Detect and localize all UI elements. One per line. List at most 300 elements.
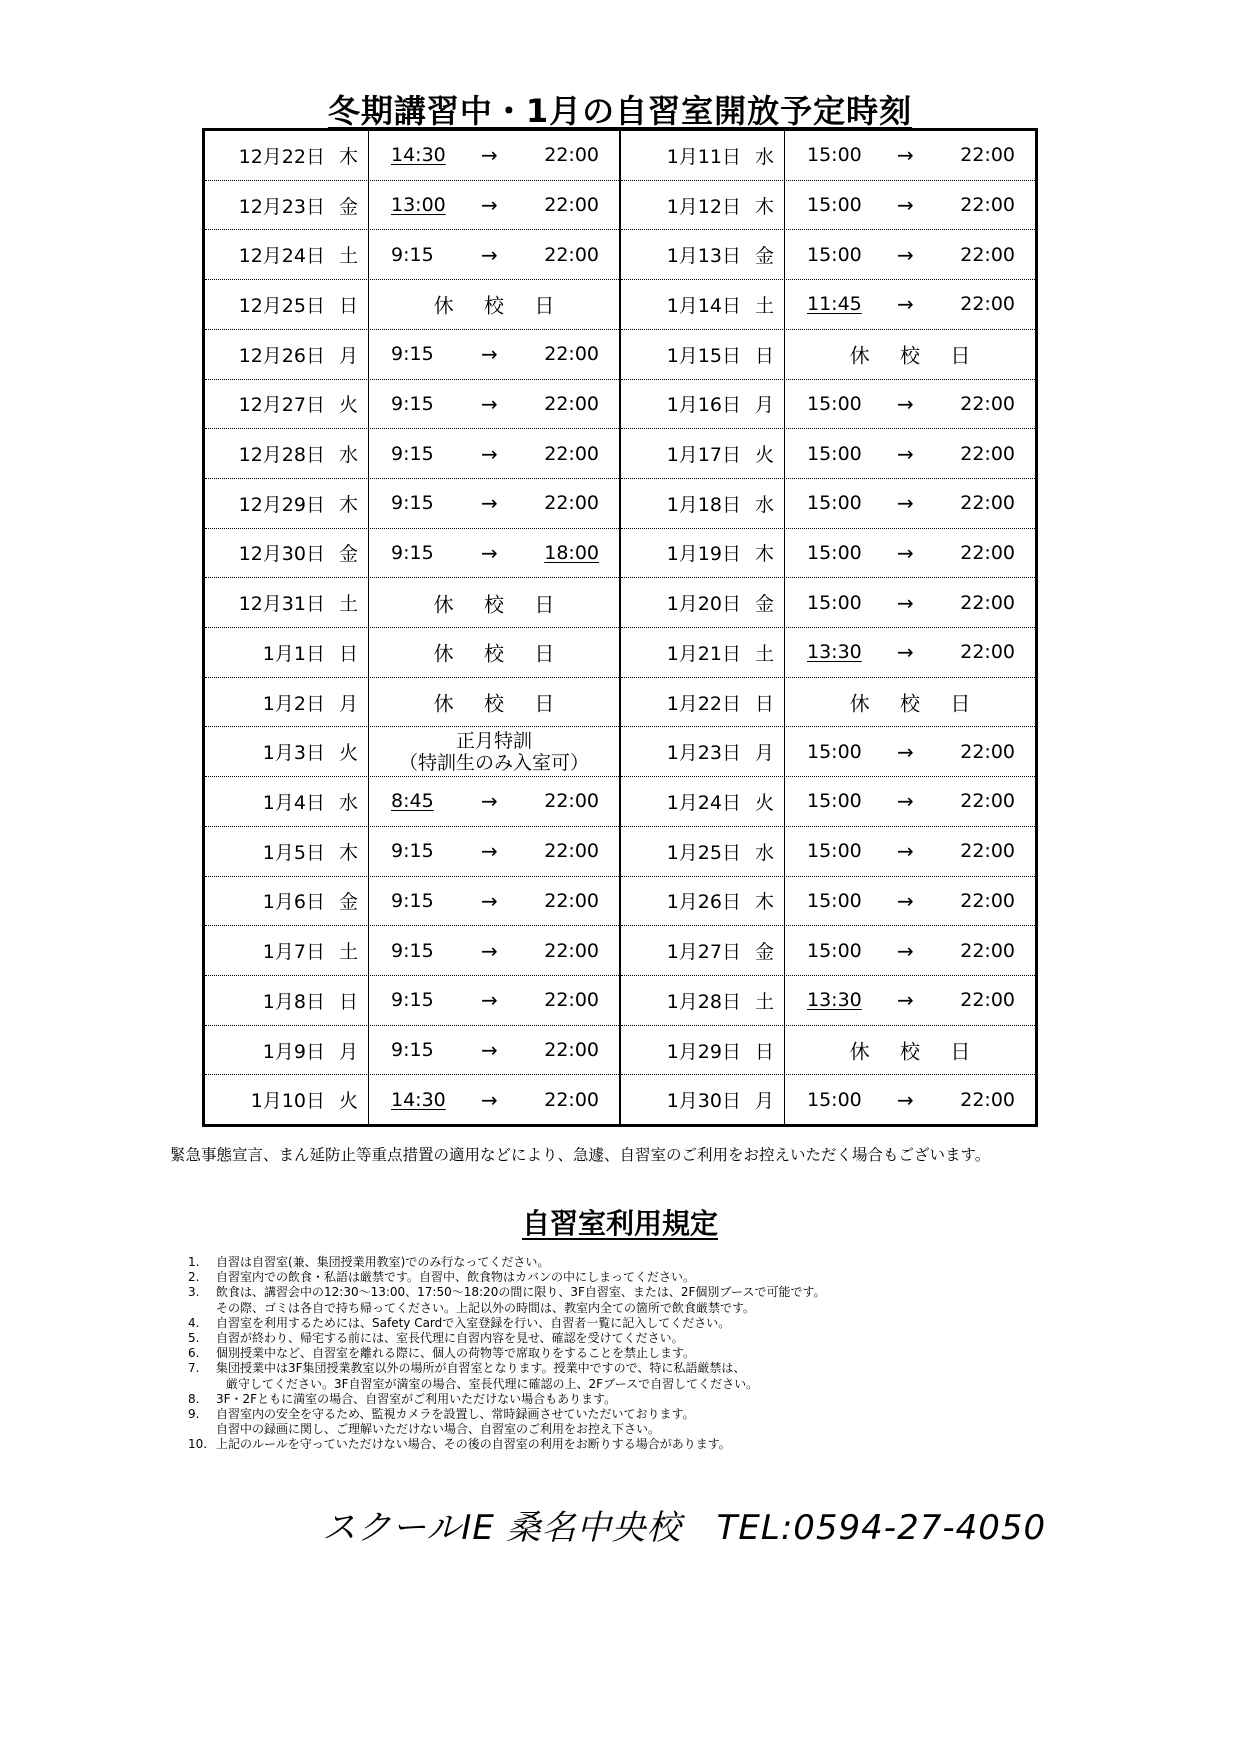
- hours-cell: [785, 181, 1035, 230]
- weekday-label: 土: [338, 245, 358, 268]
- hours-cell: [369, 181, 619, 230]
- rule-text: 個別授業中など、自習室を離れる際に、個人の荷物等で席取りをすることを禁止します。: [216, 1346, 696, 1361]
- rule-number: 9.: [188, 1407, 200, 1422]
- weekday-label: 火: [754, 791, 774, 814]
- end-time: 22:00: [960, 790, 1015, 813]
- hours-cell: [369, 131, 619, 180]
- start-time: 15:00: [807, 392, 862, 415]
- weekday-label: 火: [338, 1090, 358, 1113]
- hours-cell: [785, 1075, 1035, 1124]
- date-label: 1月16日: [666, 394, 741, 417]
- schedule-row: [205, 877, 619, 927]
- hours-cell: [785, 280, 1035, 329]
- schedule-row: [205, 181, 619, 231]
- date-label: 1月24日: [666, 791, 741, 814]
- closed-label: 休 校 日: [433, 293, 567, 318]
- weekday-label: 木: [338, 841, 358, 864]
- arrow-icon: →: [897, 193, 914, 218]
- hours-cell: [369, 1075, 619, 1124]
- rule-text: 集団授業中は3F集団授業教室以外の場所が自習室となります。授業中ですので、特に私語厳禁は、: [216, 1361, 746, 1376]
- hours-cell: [785, 628, 1035, 677]
- schedule-row: [621, 628, 1035, 678]
- schedule-row: [621, 181, 1035, 231]
- date-cell: [205, 479, 369, 528]
- arrow-icon: →: [897, 988, 914, 1013]
- date-label: 1月15日: [666, 344, 741, 367]
- date-label: 1月17日: [666, 444, 741, 467]
- date-cell: [621, 181, 785, 230]
- hours-cell: [785, 976, 1035, 1025]
- end-time: 22:00: [960, 939, 1015, 962]
- schedule-row: [621, 1026, 1035, 1076]
- start-time: 9:15: [391, 442, 434, 465]
- closed-label: 休 校 日: [433, 691, 567, 716]
- date-label: 12月22日: [238, 145, 325, 168]
- schedule-column-right: [621, 131, 1035, 1124]
- hours-cell: [785, 926, 1035, 975]
- end-time: 22:00: [960, 591, 1015, 614]
- rule-number: 7.: [188, 1361, 200, 1376]
- hours-cell: [369, 777, 619, 826]
- schedule-row: [621, 330, 1035, 380]
- hours-cell: [785, 330, 1035, 379]
- weekday-label: 土: [754, 294, 774, 317]
- date-label: 12月29日: [238, 493, 325, 516]
- date-label: 1月26日: [666, 891, 741, 914]
- date-label: 1月4日: [262, 791, 325, 814]
- arrow-icon: →: [481, 540, 498, 565]
- weekday-label: 日: [338, 990, 358, 1013]
- end-time: 18:00: [544, 541, 599, 564]
- start-time: 15:00: [807, 591, 862, 614]
- date-cell: [205, 777, 369, 826]
- rule-number: 1.: [188, 1255, 200, 1269]
- schedule-row: [205, 131, 619, 181]
- special-note-line: 正月特訓: [455, 729, 532, 752]
- weekday-label: 水: [754, 493, 774, 516]
- schedule-row: [621, 429, 1035, 479]
- arrow-icon: →: [897, 839, 914, 864]
- end-time: 22:00: [960, 392, 1015, 415]
- weekday-label: 月: [338, 692, 358, 715]
- start-time: 15:00: [807, 144, 862, 167]
- end-time: 22:00: [544, 492, 599, 515]
- arrow-icon: →: [481, 988, 498, 1013]
- start-time: 9:15: [391, 343, 434, 366]
- arrow-icon: →: [481, 888, 498, 913]
- date-label: 1月7日: [262, 941, 325, 964]
- weekday-label: 木: [338, 493, 358, 516]
- schedule-row: [205, 1026, 619, 1076]
- arrow-icon: →: [481, 938, 498, 963]
- rule-line: [188, 1301, 826, 1316]
- date-cell: [621, 479, 785, 528]
- rule-text: その際、ゴミは各自で持ち帰ってください。上記以外の時間は、教室内全ての箇所で飲食厳禁です。: [216, 1300, 756, 1315]
- end-time: 22:00: [960, 989, 1015, 1012]
- date-label: 1月28日: [666, 990, 741, 1013]
- arrow-icon: →: [481, 839, 498, 864]
- weekday-label: 月: [754, 1090, 774, 1113]
- date-label: 1月6日: [262, 891, 325, 914]
- closed-label: 休 校 日: [433, 641, 567, 666]
- date-label: 1月29日: [666, 1040, 741, 1063]
- schedule-row: [621, 380, 1035, 430]
- rule-line: [188, 1437, 826, 1452]
- hours-cell: [369, 976, 619, 1025]
- start-time: 15:00: [807, 194, 862, 217]
- hours-cell: [369, 678, 619, 727]
- end-time: 22:00: [960, 840, 1015, 863]
- closed-label: 休 校 日: [849, 1039, 983, 1064]
- end-time: 22:00: [960, 641, 1015, 664]
- arrow-icon: →: [897, 441, 914, 466]
- date-label: 12月25日: [238, 294, 325, 317]
- hours-cell: [785, 380, 1035, 429]
- start-time: 15:00: [807, 939, 862, 962]
- hours-cell: [785, 479, 1035, 528]
- date-label: 1月23日: [666, 742, 741, 765]
- schedule-row: [205, 529, 619, 579]
- date-label: 1月10日: [250, 1090, 325, 1113]
- start-time: 15:00: [807, 740, 862, 763]
- date-cell: [205, 429, 369, 478]
- start-time: 9:15: [391, 840, 434, 863]
- schedule-row: [205, 578, 619, 628]
- date-cell: [205, 976, 369, 1025]
- date-cell: [205, 230, 369, 279]
- start-time: 14:30: [391, 144, 446, 167]
- end-time: 22:00: [544, 392, 599, 415]
- end-time: 22:00: [544, 243, 599, 266]
- schedule-row: [621, 1075, 1035, 1124]
- date-cell: [205, 181, 369, 230]
- date-cell: [205, 727, 369, 776]
- rule-line: [188, 1407, 826, 1422]
- school-contact: スクールIE 桑名中央校 TEL:0594-27-4050: [322, 1508, 1047, 1548]
- arrow-icon: →: [481, 193, 498, 218]
- start-time: 11:45: [807, 293, 862, 316]
- date-cell: [621, 777, 785, 826]
- date-label: 1月30日: [666, 1090, 741, 1113]
- start-time: 15:00: [807, 790, 862, 813]
- rule-line: [188, 1361, 826, 1376]
- date-label: 1月1日: [262, 642, 325, 665]
- start-time: 15:00: [807, 889, 862, 912]
- weekday-label: 日: [754, 692, 774, 715]
- end-time: 22:00: [960, 243, 1015, 266]
- schedule-row: [205, 380, 619, 430]
- date-label: 1月22日: [666, 692, 741, 715]
- start-time: 9:15: [391, 492, 434, 515]
- hours-cell: [369, 230, 619, 279]
- end-time: 22:00: [960, 492, 1015, 515]
- arrow-icon: →: [481, 441, 498, 466]
- date-cell: [205, 678, 369, 727]
- arrow-icon: →: [897, 888, 914, 913]
- date-cell: [205, 628, 369, 677]
- arrow-icon: →: [481, 1087, 498, 1112]
- hours-cell: [369, 578, 619, 627]
- end-time: 22:00: [960, 740, 1015, 763]
- arrow-icon: →: [481, 491, 498, 516]
- date-label: 1月25日: [666, 841, 741, 864]
- rule-number: 8.: [188, 1391, 200, 1406]
- date-cell: [621, 578, 785, 627]
- weekday-label: 金: [754, 593, 774, 616]
- weekday-label: 日: [338, 642, 358, 665]
- schedule-row: [621, 827, 1035, 877]
- date-cell: [621, 131, 785, 180]
- start-time: 9:15: [391, 243, 434, 266]
- rules-list: [188, 1255, 826, 1453]
- weekday-label: 土: [338, 941, 358, 964]
- hours-cell: [369, 628, 619, 677]
- arrow-icon: →: [897, 391, 914, 416]
- rule-line: [188, 1392, 826, 1407]
- date-label: 1月3日: [262, 742, 325, 765]
- arrow-icon: →: [897, 242, 914, 267]
- date-cell: [621, 429, 785, 478]
- rule-number: 4.: [188, 1315, 200, 1330]
- schedule-row: [205, 1075, 619, 1124]
- weekday-label: 水: [338, 444, 358, 467]
- schedule-row: [205, 230, 619, 280]
- date-cell: [621, 529, 785, 578]
- schedule-row: [621, 578, 1035, 628]
- date-cell: [621, 230, 785, 279]
- date-label: 12月31日: [238, 593, 325, 616]
- weekday-label: 月: [754, 742, 774, 765]
- end-time: 22:00: [960, 194, 1015, 217]
- arrow-icon: →: [897, 739, 914, 764]
- schedule-row: [621, 727, 1035, 777]
- start-time: 13:30: [807, 641, 862, 664]
- rule-line: [188, 1346, 826, 1361]
- rules-title: 自習室利用規定: [521, 1207, 718, 1240]
- weekday-label: 月: [338, 344, 358, 367]
- weekday-label: 金: [338, 891, 358, 914]
- schedule-row: [621, 877, 1035, 927]
- date-cell: [621, 1026, 785, 1075]
- hours-cell: [369, 280, 619, 329]
- weekday-label: 月: [338, 1040, 358, 1063]
- schedule-row: [205, 628, 619, 678]
- rule-text: 自習は自習室(兼、集団授業用教室)でのみ行なってください。: [216, 1255, 550, 1269]
- closed-label: 休 校 日: [433, 592, 567, 617]
- hours-cell: [785, 429, 1035, 478]
- date-cell: [621, 380, 785, 429]
- date-label: 12月30日: [238, 543, 325, 566]
- hours-cell: [369, 479, 619, 528]
- date-cell: [621, 628, 785, 677]
- arrow-icon: →: [481, 143, 498, 168]
- rule-text: 自習中の録画に関し、ご理解いただけない場合、自習室のご利用をお控え下さい。: [216, 1422, 661, 1437]
- schedule-row: [621, 976, 1035, 1026]
- weekday-label: 月: [754, 394, 774, 417]
- start-time: 15:00: [807, 243, 862, 266]
- end-time: 22:00: [544, 889, 599, 912]
- end-time: 22:00: [544, 144, 599, 167]
- schedule-row: [621, 479, 1035, 529]
- arrow-icon: →: [481, 789, 498, 814]
- weekday-label: 木: [754, 891, 774, 914]
- arrow-icon: →: [897, 143, 914, 168]
- schedule-row: [205, 827, 619, 877]
- start-time: 9:15: [391, 939, 434, 962]
- date-label: 1月8日: [262, 990, 325, 1013]
- date-cell: [621, 976, 785, 1025]
- schedule-row: [205, 678, 619, 728]
- hours-cell: [369, 529, 619, 578]
- hours-cell: [369, 429, 619, 478]
- date-cell: [621, 280, 785, 329]
- arrow-icon: →: [897, 789, 914, 814]
- end-time: 22:00: [544, 1039, 599, 1061]
- rule-text: 自習室内の安全を守るため、監視カメラを設置し、常時録画させていただいております。: [216, 1407, 695, 1422]
- rule-line: [188, 1377, 826, 1392]
- start-time: 9:15: [391, 889, 434, 912]
- date-cell: [205, 330, 369, 379]
- date-cell: [621, 877, 785, 926]
- schedule-row: [621, 230, 1035, 280]
- date-label: 1月21日: [666, 642, 741, 665]
- weekday-label: 金: [754, 941, 774, 964]
- date-cell: [205, 280, 369, 329]
- weekday-label: 木: [754, 543, 774, 566]
- hours-cell: [785, 777, 1035, 826]
- start-time: 14:30: [391, 1088, 446, 1111]
- date-label: 1月14日: [666, 294, 741, 317]
- end-time: 22:00: [544, 989, 599, 1012]
- schedule-row: [621, 678, 1035, 728]
- date-label: 12月28日: [238, 444, 325, 467]
- schedule-table: [202, 128, 1038, 1127]
- date-cell: [205, 578, 369, 627]
- hours-cell: [369, 1026, 619, 1075]
- date-label: 1月19日: [666, 543, 741, 566]
- end-time: 22:00: [960, 293, 1015, 316]
- hours-cell: [785, 827, 1035, 876]
- date-cell: [621, 727, 785, 776]
- schedule-row: [621, 131, 1035, 181]
- arrow-icon: →: [481, 391, 498, 416]
- date-label: 12月24日: [238, 245, 325, 268]
- rule-line: [188, 1331, 826, 1346]
- rule-number: 2.: [188, 1270, 200, 1285]
- rule-line: [188, 1285, 826, 1300]
- weekday-label: 金: [338, 543, 358, 566]
- schedule-row: [621, 529, 1035, 579]
- date-cell: [205, 529, 369, 578]
- weekday-label: 木: [754, 195, 774, 218]
- date-cell: [205, 1075, 369, 1124]
- rule-text: 自習が終わり、帰宅する前には、室長代理に自習内容を見せ、確認を受けてください。: [216, 1331, 684, 1346]
- end-time: 22:00: [960, 144, 1015, 167]
- end-time: 22:00: [960, 442, 1015, 465]
- date-label: 12月23日: [238, 195, 325, 218]
- hours-cell: [785, 230, 1035, 279]
- date-cell: [205, 131, 369, 180]
- weekday-label: 日: [754, 344, 774, 367]
- end-time: 22:00: [544, 343, 599, 366]
- hours-cell: [785, 1026, 1035, 1075]
- hours-cell: [785, 131, 1035, 180]
- weekday-label: 火: [338, 394, 358, 417]
- date-cell: [205, 1026, 369, 1075]
- date-cell: [621, 827, 785, 876]
- schedule-row: [205, 429, 619, 479]
- date-cell: [205, 877, 369, 926]
- start-time: 13:00: [391, 194, 446, 217]
- arrow-icon: →: [897, 292, 914, 317]
- hours-cell: [785, 727, 1035, 776]
- special-note: [369, 730, 619, 774]
- rule-text: 飲食は、講習会中の12:30～13:00、17:50～18:20の間に限り、3F自習室、または、2F個別ブースで可能です。: [216, 1285, 826, 1300]
- end-time: 22:00: [960, 889, 1015, 912]
- special-note-line: （特訓生のみ入室可）: [398, 751, 589, 774]
- date-label: 1月18日: [666, 493, 741, 516]
- start-time: 9:15: [391, 1039, 434, 1061]
- arrow-icon: →: [481, 242, 498, 267]
- schedule-row: [205, 280, 619, 330]
- weekday-label: 水: [754, 145, 774, 168]
- arrow-icon: →: [897, 1087, 914, 1112]
- hours-cell: [785, 578, 1035, 627]
- schedule-row: [621, 926, 1035, 976]
- rule-number: 6.: [188, 1346, 200, 1361]
- start-time: 9:15: [391, 541, 434, 564]
- start-time: 15:00: [807, 840, 862, 863]
- rule-line: [188, 1255, 826, 1270]
- hours-cell: [785, 678, 1035, 727]
- hours-cell: [369, 877, 619, 926]
- hours-cell: [369, 926, 619, 975]
- date-label: 1月13日: [666, 245, 741, 268]
- weekday-label: 土: [754, 642, 774, 665]
- date-label: 12月27日: [238, 394, 325, 417]
- rule-number: 5.: [188, 1331, 200, 1346]
- rule-text: 自習室内での飲食・私語は厳禁です。自習中、飲食物はカバンの中にしまってください。: [216, 1270, 696, 1285]
- rule-number: 3.: [188, 1285, 200, 1300]
- arrow-icon: →: [481, 1038, 498, 1062]
- end-time: 22:00: [544, 1088, 599, 1111]
- arrow-icon: →: [897, 938, 914, 963]
- schedule-row: [621, 280, 1035, 330]
- date-label: 1月27日: [666, 941, 741, 964]
- weekday-label: 水: [338, 791, 358, 814]
- hours-cell: [369, 330, 619, 379]
- rule-line: [188, 1422, 826, 1437]
- hours-cell: [369, 380, 619, 429]
- schedule-row: [205, 976, 619, 1026]
- start-time: 13:30: [807, 989, 862, 1012]
- date-label: 1月11日: [666, 145, 741, 168]
- date-cell: [621, 330, 785, 379]
- rule-text: 自習室を利用するためには、Safety Cardで入室登録を行い、自習者一覧に記入してください。: [216, 1315, 731, 1330]
- schedule-row: [205, 777, 619, 827]
- arrow-icon: →: [897, 491, 914, 516]
- closed-label: 休 校 日: [849, 691, 983, 716]
- end-time: 22:00: [544, 840, 599, 863]
- date-cell: [621, 926, 785, 975]
- rule-text: 厳守してください。3F自習室が満室の場合、室長代理に確認の上、2Fブースで自習してください。: [226, 1376, 759, 1391]
- weekday-label: 金: [754, 245, 774, 268]
- start-time: 9:15: [391, 989, 434, 1012]
- arrow-icon: →: [481, 342, 498, 367]
- hours-cell: [785, 529, 1035, 578]
- page-title: 冬期講習中・1月の自習室開放予定時刻: [327, 92, 913, 130]
- start-time: 15:00: [807, 541, 862, 564]
